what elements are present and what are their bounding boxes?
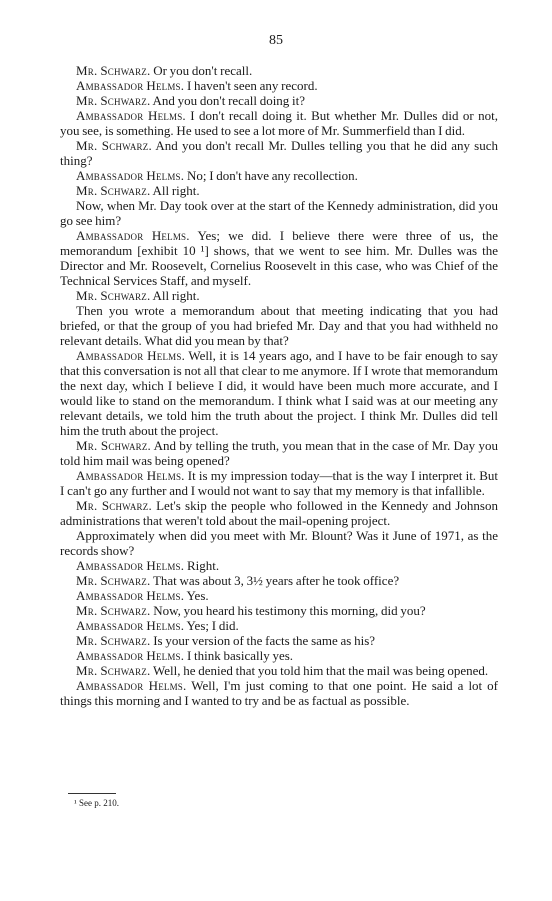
paragraph-text: Approximately when did you meet with Mr. Blount? Was it June of 1971, as the records show? (60, 528, 498, 558)
paragraph-text: Yes. (184, 588, 209, 603)
speaker-name: Ambassador Helms. (76, 678, 187, 693)
speaker-name: Mr. Schwarz. (76, 183, 151, 198)
transcript-body (60, 63, 498, 708)
footnote-rule (68, 793, 116, 794)
paragraph-text: All right. (150, 288, 200, 303)
speaker-name: Mr. Schwarz. (76, 663, 151, 678)
transcript-paragraph (60, 303, 498, 348)
speaker-name: Mr. Schwarz. (76, 633, 151, 648)
transcript-paragraph (60, 633, 498, 648)
speaker-name: Ambassador Helms. (76, 228, 190, 243)
transcript-paragraph (60, 528, 498, 558)
paragraph-text: Well, I'm just coming to that one point. He said a lot of things this morning and I wanted to try and be as factual as possible. (60, 678, 498, 708)
speaker-name: Mr. Schwarz. (76, 93, 151, 108)
paragraph-text: Well, it is 14 years ago, and I have to be fair enough to say that this conversation is not all that clear to me anymore. If I wrote that memorandum the next day, which I believe I did, it would have been much more accurate, and I would like to stand on the memorandum. I think what I said was at our meeting any relevant details, we told him the truth about the project. I think Mr. Dulles did tell him the truth about the project. (60, 348, 498, 438)
transcript-paragraph (60, 438, 498, 468)
page-number: 85 (269, 33, 283, 48)
paragraph-text: Right. (184, 558, 220, 573)
transcript-paragraph (60, 498, 498, 528)
paragraph-text: Well, he denied that you told him that the mail was being opened. (150, 663, 489, 678)
paragraph-text: And you don't recall doing it? (150, 93, 306, 108)
transcript-paragraph (60, 198, 498, 228)
transcript-paragraph (60, 348, 498, 438)
paragraph-text: Is your version of the facts the same as his? (150, 633, 376, 648)
transcript-paragraph (60, 288, 498, 303)
transcript-paragraph (60, 78, 498, 93)
speaker-name: Mr. Schwarz. (76, 63, 151, 78)
speaker-name: Mr. Schwarz. (76, 573, 151, 588)
transcript-paragraph (60, 588, 498, 603)
speaker-name: Mr. Schwarz. (76, 138, 152, 153)
speaker-name: Ambassador Helms. (76, 468, 185, 483)
paragraph-text: I think basically yes. (184, 648, 294, 663)
footnote: ¹ See p. 210. (74, 798, 119, 808)
transcript-paragraph (60, 108, 498, 138)
transcript-paragraph (60, 468, 498, 498)
speaker-name: Mr. Schwarz. (76, 498, 152, 513)
speaker-name: Ambassador Helms. (76, 618, 185, 633)
paragraph-text: I haven't seen any record. (184, 78, 318, 93)
transcript-paragraph (60, 93, 498, 108)
transcript-paragraph (60, 63, 498, 78)
transcript-paragraph (60, 618, 498, 633)
paragraph-text: Or you don't recall. (150, 63, 253, 78)
paragraph-text: Yes; I did. (184, 618, 239, 633)
paragraph-text: Now, when Mr. Day took over at the start of the Kennedy administration, did you go see him? (60, 198, 498, 228)
paragraph-text: Let's skip the people who followed in the Kennedy and Johnson administrations that weren't told about the mail-opening project. (60, 498, 498, 528)
transcript-paragraph (60, 573, 498, 588)
transcript-paragraph (60, 138, 498, 168)
speaker-name: Mr. Schwarz. (76, 288, 151, 303)
paragraph-text: All right. (150, 183, 200, 198)
paragraph-text: Now, you heard his testimony this morning, did you? (150, 603, 426, 618)
footnote-area (60, 793, 498, 808)
speaker-name: Mr. Schwarz. (76, 438, 151, 453)
paragraph-text: I don't recall doing it. But whether Mr. Dulles did or not, you see, is something. He used to see a lot more of Mr. Summerfield than I did. (60, 108, 498, 138)
paragraph-text: That was about 3, 3½ years after he took office? (150, 573, 400, 588)
speaker-name: Ambassador Helms. (76, 168, 185, 183)
transcript-paragraph (60, 648, 498, 663)
paragraph-text: Yes; we did. I believe there were three of us, the memorandum [exhibit 10 ¹] shows, that we went to see him. Mr. Dulles was the Director and Mr. Roosevelt, Cornelius Roosevelt in this case, who was Chief of the Technical Services Staff, and myself. (60, 228, 498, 288)
paragraph-text: No; I don't have any recollection. (184, 168, 358, 183)
speaker-name: Ambassador Helms. (76, 648, 185, 663)
paragraph-text: It is my impression today—that is the way I interpret it. But I can't go any further and I would not want to say that my memory is that infallible. (60, 468, 498, 498)
paragraph-text: Then you wrote a memorandum about that meeting indicating that you had briefed, or that the group of you had briefed Mr. Day and that you had withheld no relevant details. What did you mean by that? (60, 303, 498, 348)
transcript-paragraph (60, 228, 498, 288)
transcript-paragraph (60, 603, 498, 618)
speaker-name: Ambassador Helms. (76, 108, 186, 123)
speaker-name: Ambassador Helms. (76, 558, 185, 573)
speaker-name: Ambassador Helms. (76, 78, 185, 93)
speaker-name: Ambassador Helms. (76, 348, 186, 363)
transcript-paragraph (60, 663, 498, 678)
transcript-paragraph (60, 678, 498, 708)
speaker-name: Mr. Schwarz. (76, 603, 151, 618)
paragraph-text: And by telling the truth, you mean that in the case of Mr. Day you told him mail was being opened? (60, 438, 498, 468)
transcript-paragraph (60, 558, 498, 573)
transcript-paragraph (60, 183, 498, 198)
transcript-paragraph (60, 168, 498, 183)
speaker-name: Ambassador Helms. (76, 588, 185, 603)
paragraph-text: And you don't recall Mr. Dulles telling you that he did any such thing? (60, 138, 498, 168)
